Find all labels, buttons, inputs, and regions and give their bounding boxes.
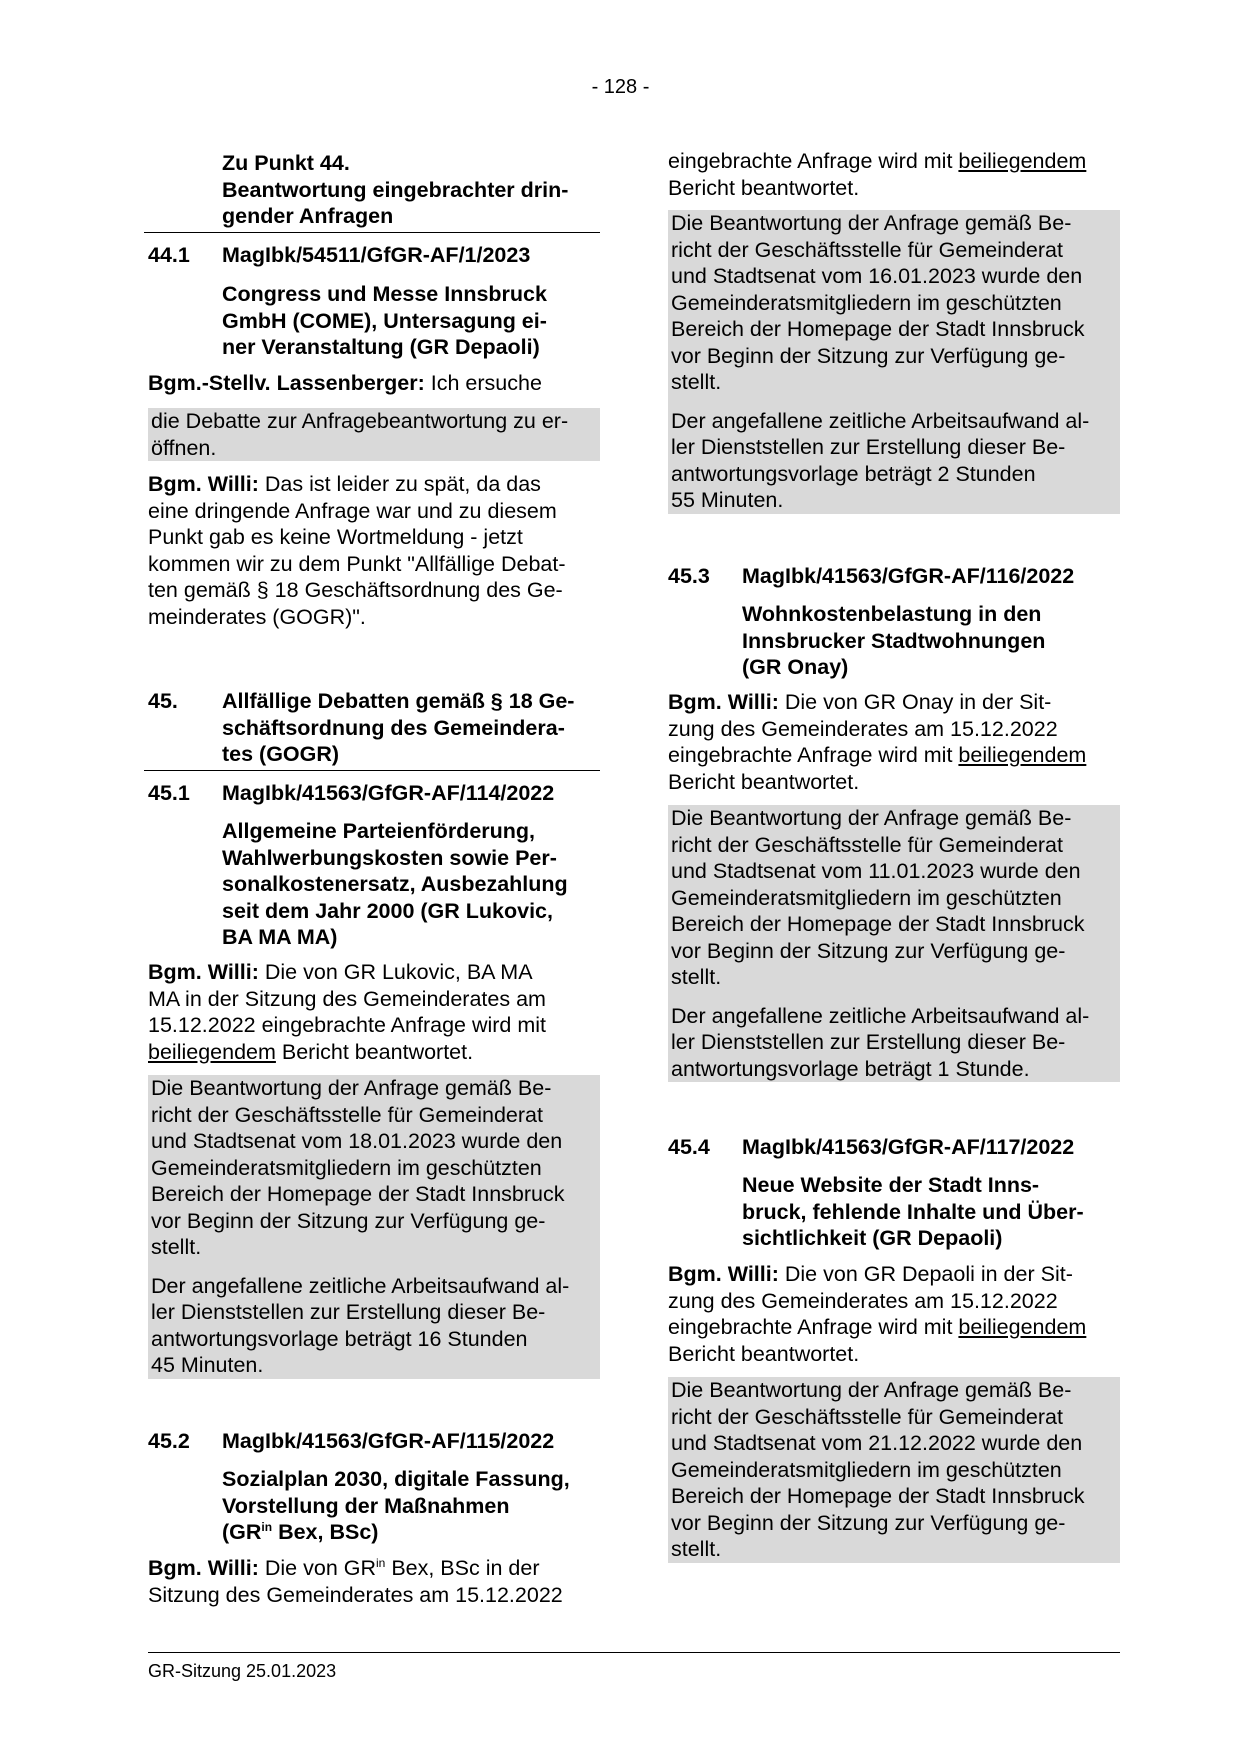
item-number-45-2: 45.2 [148, 1429, 190, 1453]
text-line: vor Beginn der Sitzung zur Verfügung ge- [671, 343, 1066, 368]
title-line: Wohnkostenbelastung in den [742, 602, 1042, 626]
zu-punkt-44-heading [222, 150, 600, 230]
title-line: sonalkostenersatz, Ausbezahlung [222, 872, 568, 896]
heading-line: Beantwortung eingebrachter drin- [222, 177, 569, 202]
text-line: Die Beantwortung der Anfrage gemäß Be- [151, 1076, 552, 1100]
text-line: Gemeinderatsmitgliedern im geschützten [671, 290, 1062, 315]
text-line: 15.12.2022 eingebrachte Anfrage wird mit [148, 1013, 547, 1037]
item-number-45: 45. [148, 689, 178, 713]
text-line: stellt. [151, 1235, 202, 1259]
highlighted-paragraph [148, 408, 600, 461]
paragraph-gap [671, 396, 1120, 408]
title-line: schäftsordnung des Gemeindera- [222, 715, 565, 740]
speaker-label: Bgm. Willi: [148, 1556, 259, 1580]
text-line: ten gemäß § 18 Geschäftsordnung des Ge- [148, 578, 563, 602]
speaker-label: Bgm. Willi: [148, 960, 259, 984]
text-line: stellt. [671, 1537, 722, 1561]
text-line: Bereich der Homepage der Stadt Innsbruck [671, 912, 1085, 936]
title-line: BA MA MA) [222, 925, 338, 949]
text-line: ler Dienststellen zur Erstellung dieser Be- [671, 1030, 1066, 1054]
item-title-45-4 [742, 1172, 1120, 1252]
speech-text: eingebrachte Anfrage wird mit [668, 149, 959, 173]
speech-paragraph [148, 370, 600, 397]
paragraph-gap [151, 1261, 600, 1273]
title-line: Allgemeine Parteienförderung, [222, 819, 536, 843]
speech-paragraph [668, 1261, 1120, 1367]
heading-line: Zu Punkt 44. [222, 151, 350, 175]
item-title-45-3 [742, 601, 1120, 681]
text-line: Gemeinderatsmitgliedern im geschützten [671, 1457, 1062, 1482]
text-line [148, 1039, 600, 1066]
text-line: 45 Minuten. [151, 1353, 264, 1377]
speaker-label: Bgm.-Stellv. Lassenberger: [148, 371, 425, 395]
text-line: stellt. [671, 965, 722, 989]
heading-line: gender Anfragen [222, 204, 394, 228]
text-line: meinderates (GOGR)". [148, 604, 366, 629]
text-line [148, 471, 600, 498]
text-line: antwortungsvorlage beträgt 1 Stunde. [671, 1056, 1030, 1081]
speaker-label: Bgm. Willi: [668, 1262, 779, 1286]
underlined-word: beiliegendem [958, 149, 1087, 173]
item-number-45-4: 45.4 [668, 1135, 710, 1159]
title-line: (GR Onay) [742, 655, 849, 679]
text-line: öffnen. [151, 435, 217, 460]
text-line: vor Beginn der Sitzung zur Verfügung ge- [151, 1208, 546, 1233]
text-line: Die Beantwortung der Anfrage gemäß Be- [671, 1378, 1072, 1402]
superscript: in [261, 1519, 273, 1534]
underlined-word: beiliegendem [958, 1315, 1087, 1339]
text-line: Der angefallene zeitliche Arbeitsaufwand al- [671, 408, 1090, 433]
text-line [668, 689, 1120, 716]
title-line: Allfällige Debatten gemäß § 18 Ge- [222, 689, 575, 713]
title-text: Bex, BSc) [272, 1520, 379, 1544]
speech-text: Bericht beantwortet. [275, 1039, 474, 1064]
item-number-45-1: 45.1 [148, 781, 190, 805]
footer-divider [148, 1652, 1120, 1653]
item-number-44-1: 44.1 [148, 243, 190, 267]
paragraph-gap [671, 991, 1120, 1003]
speaker-label: Bgm. Willi: [668, 690, 779, 714]
page-number: - 128 - [591, 76, 650, 98]
text-line: und Stadtsenat vom 21.12.2022 wurde den [671, 1431, 1083, 1455]
item-title-44-1 [222, 281, 600, 361]
title-line: GmbH (COME), Untersagung ei- [222, 308, 547, 333]
text-line: zung des Gemeinderates am 15.12.2022 [668, 716, 1058, 741]
text-line: kommen wir zu dem Punkt "Allfällige Debat- [148, 551, 566, 576]
section-divider [144, 770, 600, 771]
title-line: tes (GOGR) [222, 742, 340, 766]
title-line: Vorstellung der Maßnahmen [222, 1493, 510, 1518]
title-line: Congress und Messe Innsbruck [222, 282, 547, 306]
title-line: Sozialplan 2030, digitale Fassung, [222, 1467, 570, 1491]
speech-text: eingebrachte Anfrage wird mit [668, 743, 959, 767]
speech-text: Die von GR Onay in der Sit- [784, 690, 1052, 714]
speech-text: Das ist leider zu spät, da das [264, 472, 541, 496]
highlighted-paragraph [668, 805, 1120, 1082]
title-line [222, 1519, 600, 1546]
title-line: Innsbrucker Stadtwohnungen [742, 628, 1046, 653]
text-line: Bereich der Homepage der Stadt Innsbruck [151, 1182, 565, 1206]
text-line: eine dringende Anfrage war und zu diesem [148, 498, 557, 523]
item-title-45-2 [222, 1466, 600, 1546]
text-line: Gemeinderatsmitgliedern im geschützten [151, 1155, 542, 1180]
title-line: Wahlwerbungskosten sowie Per- [222, 845, 557, 870]
text-line: die Debatte zur Anfragebeantwortung zu er- [151, 409, 569, 433]
text-line: ler Dienststellen zur Erstellung dieser Be- [671, 435, 1066, 459]
text-line: MA in der Sitzung des Gemeinderates am [148, 986, 546, 1011]
highlighted-paragraph [668, 1377, 1120, 1563]
title-line: bruck, fehlende Inhalte und Über- [742, 1199, 1084, 1224]
highlighted-paragraph [668, 210, 1120, 514]
text-line: Gemeinderatsmitgliedern im geschützten [671, 885, 1062, 910]
text-line: antwortungsvorlage beträgt 16 Stunden [151, 1326, 528, 1351]
speech-text: Bex, BSc in der [385, 1556, 540, 1580]
speaker-label: Bgm. Willi: [148, 472, 259, 496]
text-line: und Stadtsenat vom 11.01.2023 wurde den [671, 859, 1081, 883]
speech-text: Ich ersuche [430, 371, 542, 395]
speech-text: Die von GR Depaoli in der Sit- [784, 1262, 1073, 1286]
speech-paragraph [668, 689, 1120, 795]
text-line [668, 742, 1120, 769]
speech-text: eingebrachte Anfrage wird mit [668, 1315, 959, 1339]
item-title-45 [222, 688, 600, 768]
text-line: 55 Minuten. [671, 488, 784, 512]
text-line: stellt. [671, 370, 722, 394]
text-line: und Stadtsenat vom 16.01.2023 wurde den [671, 264, 1083, 288]
speech-paragraph [148, 471, 600, 630]
item-ref-45-4: MagIbk/41563/GfGR-AF/117/2022 [742, 1135, 1075, 1159]
item-title-45-1 [222, 818, 600, 951]
item-ref-45-1: MagIbk/41563/GfGR-AF/114/2022 [222, 781, 555, 805]
text-line: und Stadtsenat vom 18.01.2023 wurde den [151, 1129, 563, 1153]
section-divider [144, 232, 600, 233]
title-text: (GR [222, 1520, 262, 1544]
text-line: Die Beantwortung der Anfrage gemäß Be- [671, 806, 1072, 830]
text-line [148, 1555, 600, 1582]
text-line: richt der Geschäftsstelle für Gemeinderat [151, 1102, 543, 1127]
text-line: Bereich der Homepage der Stadt Innsbruck [671, 317, 1085, 341]
text-line [668, 1261, 1120, 1288]
text-line: richt der Geschäftsstelle für Gemeinderat [671, 1404, 1063, 1429]
superscript: in [376, 1555, 386, 1570]
title-line: seit dem Jahr 2000 (GR Lukovic, [222, 898, 553, 923]
text-line: Bereich der Homepage der Stadt Innsbruck [671, 1484, 1085, 1508]
speech-paragraph [668, 148, 1120, 201]
speech-text: Die von GR Lukovic, BA MA [264, 960, 533, 984]
title-line: ner Veranstaltung (GR Depaoli) [222, 335, 540, 359]
text-line: richt der Geschäftsstelle für Gemeinderat [671, 832, 1063, 857]
text-line [148, 959, 600, 986]
item-ref-45-2: MagIbk/41563/GfGR-AF/115/2022 [222, 1429, 555, 1453]
text-line: Die Beantwortung der Anfrage gemäß Be- [671, 211, 1072, 235]
item-ref-45-3: MagIbk/41563/GfGR-AF/116/2022 [742, 564, 1075, 588]
text-line: Bericht beantwortet. [668, 769, 860, 794]
underlined-word: beiliegendem [958, 743, 1087, 767]
text-line: richt der Geschäftsstelle für Gemeinderat [671, 237, 1063, 262]
text-line: Bericht beantwortet. [668, 175, 860, 200]
text-line: Sitzung des Gemeinderates am 15.12.2022 [148, 1582, 563, 1607]
underlined-word: beiliegendem [148, 1039, 276, 1064]
text-line: antwortungsvorlage beträgt 2 Stunden [671, 461, 1036, 486]
speech-paragraph [148, 959, 600, 1065]
text-line: vor Beginn der Sitzung zur Verfügung ge- [671, 1510, 1066, 1535]
text-line: ler Dienststellen zur Erstellung dieser Be- [151, 1300, 546, 1324]
text-line: Der angefallene zeitliche Arbeitsaufwand al- [671, 1003, 1090, 1028]
text-line [668, 1314, 1120, 1341]
item-ref-44-1: MagIbk/54511/GfGR-AF/1/2023 [222, 243, 531, 267]
text-line: vor Beginn der Sitzung zur Verfügung ge- [671, 938, 1066, 963]
text-line: Punkt gab es keine Wortmeldung - jetzt [148, 525, 523, 549]
title-line: Neue Website der Stadt Inns- [742, 1173, 1040, 1197]
highlighted-paragraph [148, 1075, 600, 1379]
text-line: Bericht beantwortet. [668, 1341, 860, 1366]
text-line: zung des Gemeinderates am 15.12.2022 [668, 1288, 1058, 1313]
title-line: sichtlichkeit (GR Depaoli) [742, 1226, 1003, 1250]
footer-text: GR-Sitzung 25.01.2023 [148, 1661, 337, 1681]
speech-text: Die von GR [264, 1556, 376, 1580]
text-line: Der angefallene zeitliche Arbeitsaufwand al- [151, 1273, 570, 1298]
speech-paragraph [148, 1555, 600, 1608]
text-line [668, 148, 1120, 175]
item-number-45-3: 45.3 [668, 564, 710, 588]
